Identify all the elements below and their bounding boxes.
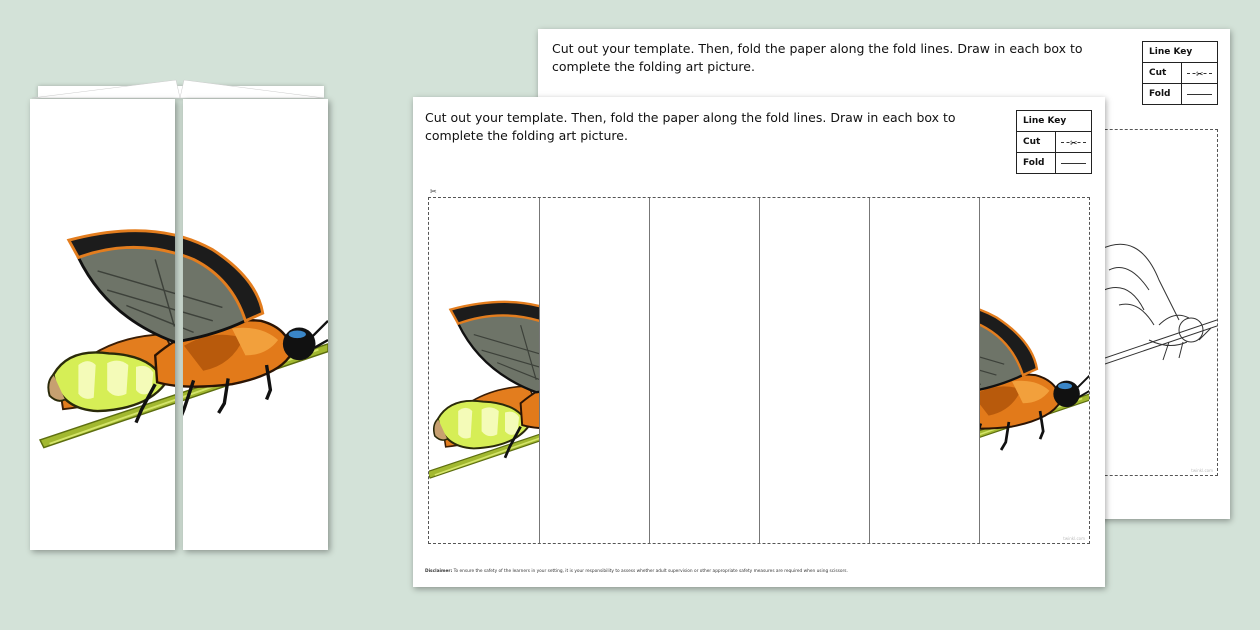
worksheet-front-line-key: [1016, 110, 1092, 174]
firefly-image-part-left: [429, 198, 539, 543]
worksheet-back-instructions: Cut out your template. Then, fold the paper along the fold lines. Draw in each box to complete the folding art picture.: [552, 41, 1083, 74]
cut-line-sample: [1056, 132, 1091, 152]
scissors-icon: ✂: [1196, 70, 1204, 80]
scissors-icon: ✂: [430, 187, 437, 196]
fold-line-2: [649, 198, 650, 543]
firefly-image-part-right: [980, 198, 1089, 543]
folded-panel-right: [183, 99, 328, 550]
worksheet-front-cut-box: [428, 197, 1090, 544]
fold-line-3: [759, 198, 760, 543]
worksheet-front-disclaimer: [425, 569, 848, 574]
worksheet-back-line-key: [1142, 41, 1218, 105]
disclaimer-text: To ensure the safety of the learners in your setting, it is your responsibility to assess whether adult supervision or other appropriate safety measures are required when using scissors.: [452, 569, 848, 574]
line-key-fold-row: [1017, 153, 1091, 173]
fold-line-1: [539, 198, 540, 543]
line-key-fold-label: Fold: [1143, 84, 1182, 104]
fold-line-4: [869, 198, 870, 543]
line-key-cut-label: Cut: [1017, 132, 1056, 152]
disclaimer-label: Disclaimer:: [425, 569, 453, 574]
firefly-image-left-half: [30, 99, 175, 550]
worksheet-back-footer-logo: twinkl.com: [1191, 468, 1213, 473]
line-key-cut-row: [1017, 132, 1091, 153]
firefly-outline-image: [1099, 230, 1217, 370]
line-key-cut-row: [1143, 63, 1217, 84]
fold-line-sample: [1056, 153, 1091, 173]
scissors-icon: ✂: [1070, 139, 1078, 149]
folded-panel-left: [30, 99, 175, 550]
line-key-cut-label: Cut: [1143, 63, 1182, 83]
cut-line-sample: [1182, 63, 1217, 83]
firefly-image-right-half: [183, 99, 328, 550]
line-key-fold-row: [1143, 84, 1217, 104]
line-key-fold-label: Fold: [1017, 153, 1056, 173]
worksheet-front-footer-logo: twinkl.com: [1063, 536, 1085, 541]
line-key-title: Line Key: [1143, 42, 1217, 63]
line-key-title: Line Key: [1017, 111, 1091, 132]
worksheet-front: [413, 97, 1105, 587]
fold-line-sample: [1182, 84, 1217, 104]
worksheet-front-instructions: Cut out your template. Then, fold the paper along the fold lines. Draw in each box to complete the folding art picture.: [425, 110, 956, 143]
